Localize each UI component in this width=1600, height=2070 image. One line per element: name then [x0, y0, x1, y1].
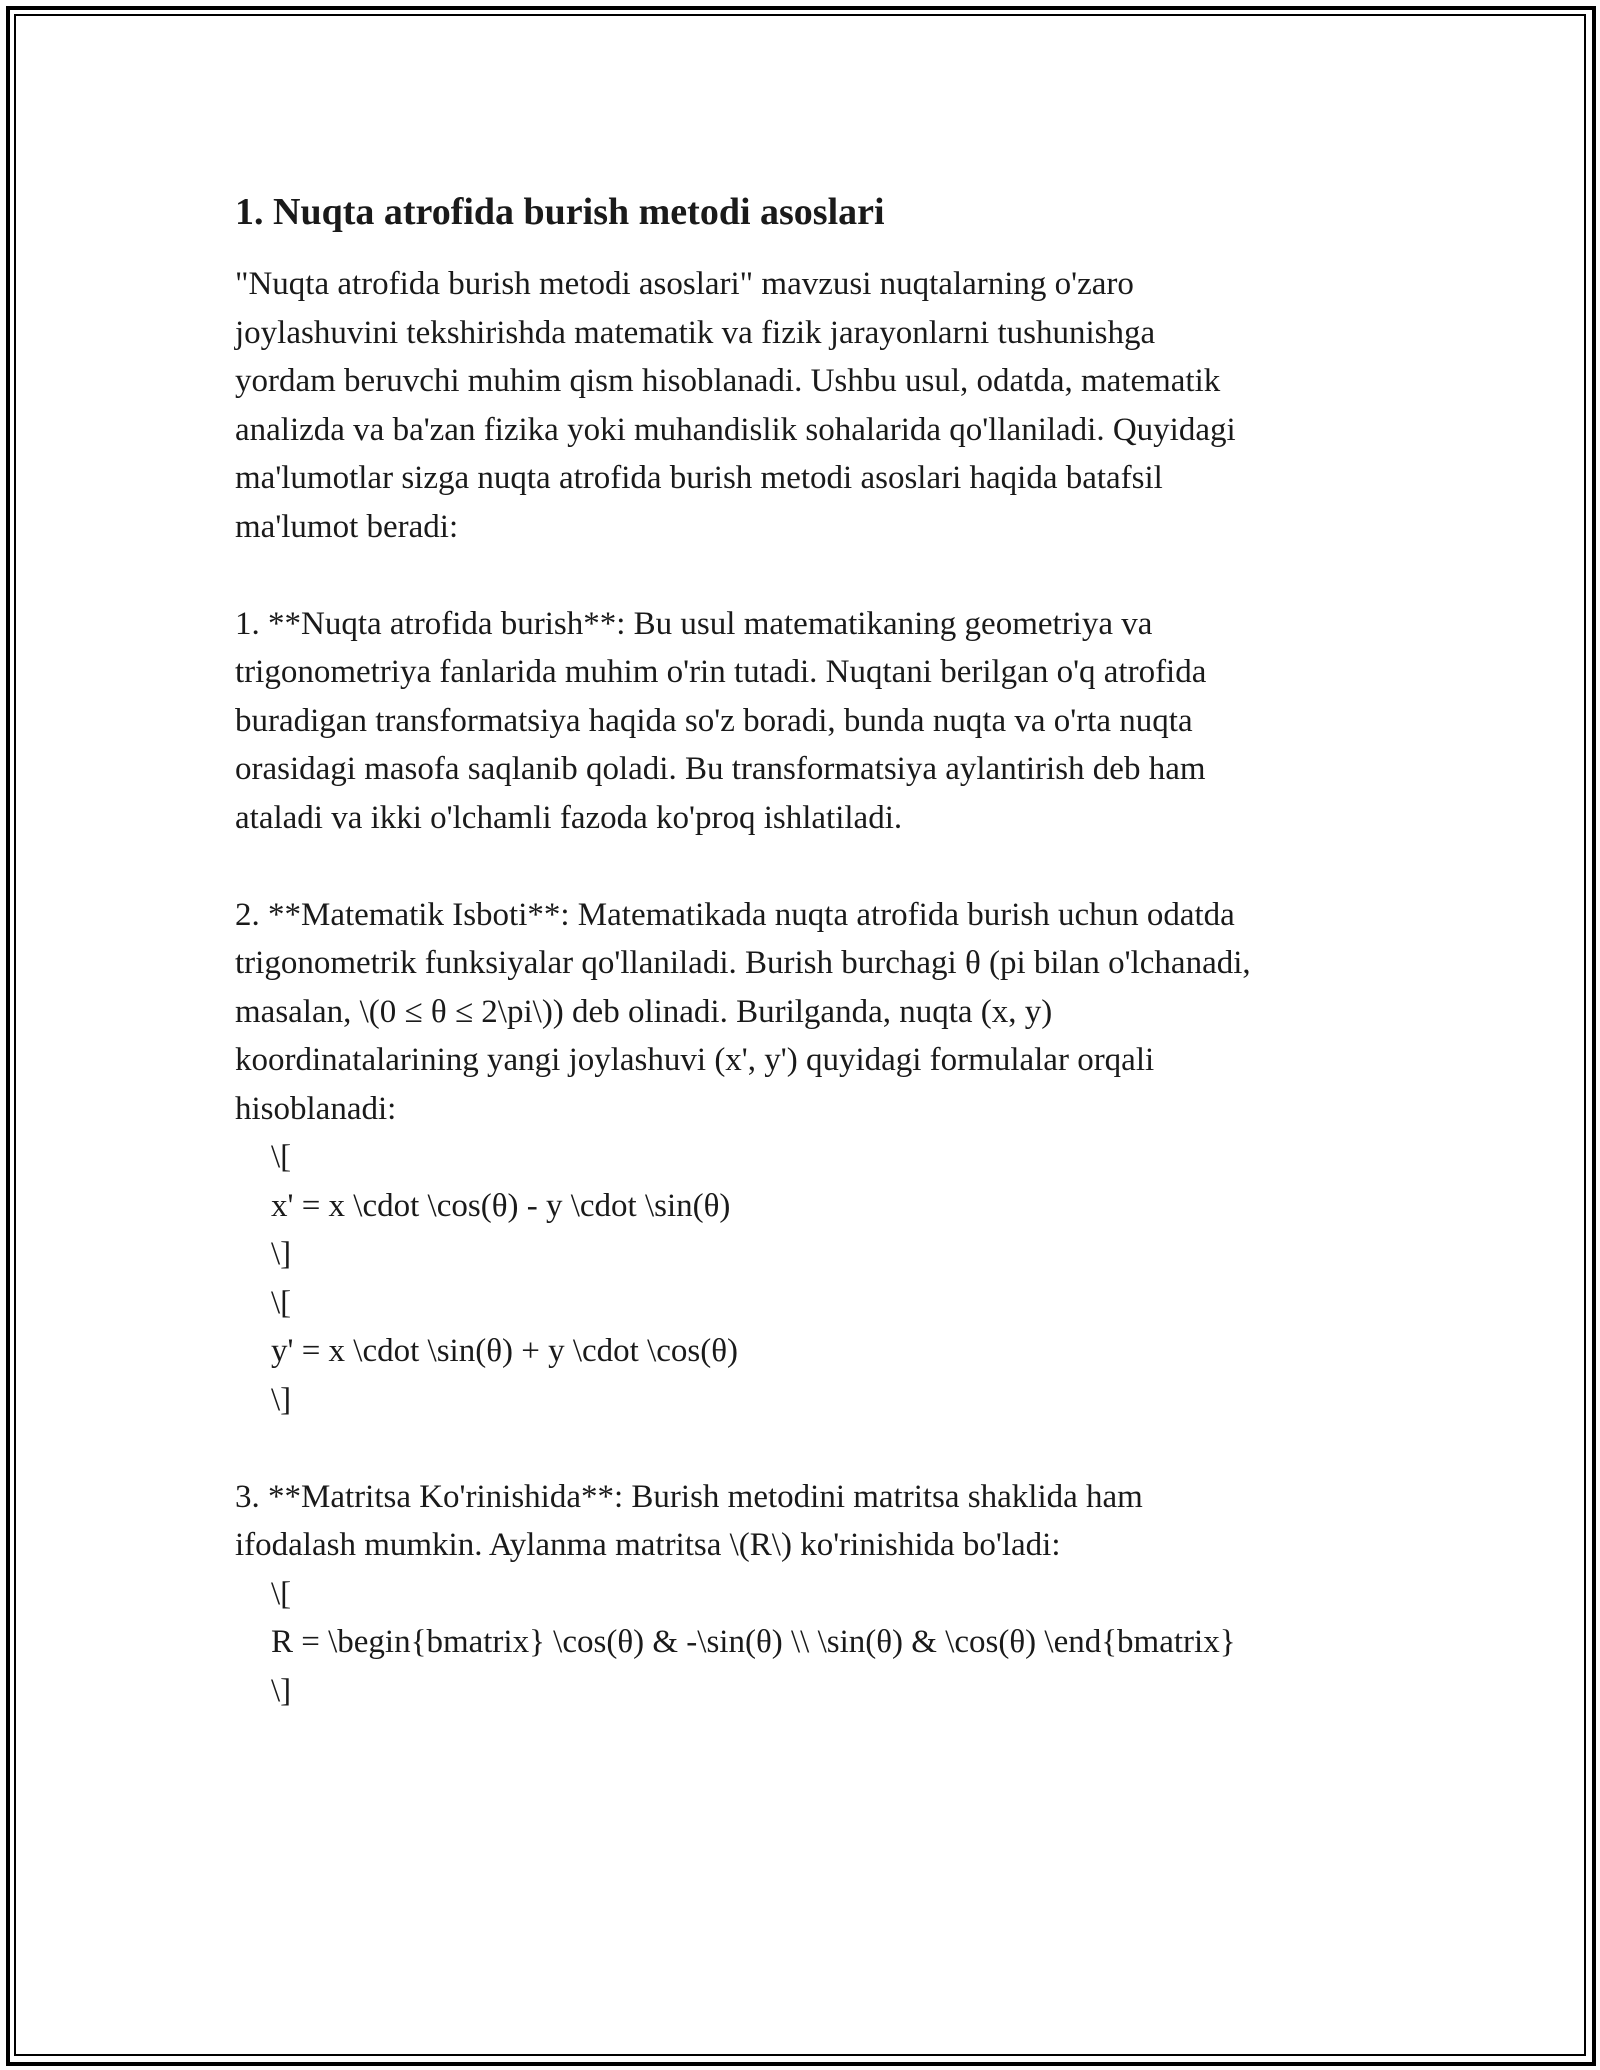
formula-x-prime — [271, 1133, 1385, 1279]
formula-rotation-matrix — [271, 1570, 1385, 1716]
section-title: 1. Nuqta atrofida burish metodi asoslari — [235, 191, 885, 233]
list-item-mathematical-proof: 2. **Matematik Isboti**: Matematikada nuqta atrofida burish uchun odatda trigonometrik funksiyalar qo'llaniladi. Burish burchagi θ (pi bilan o'lchanadi, masalan, \(0 ≤ θ ≤ 2\pi\)) deb olinadi. Burilganda, nuqta (x, y) koordinatalarining yangi joylashuvi (x', y') quyidagi formulalar orqali hisoblanadi: — [235, 896, 1251, 1127]
list-item-matrix-form: 3. **Matritsa Ko'rinishida**: Burish metodini matritsa shaklida ham ifodalash mumkin. Aylanma matritsa \(R\) ko'rinishida bo'ladi: — [235, 1478, 1143, 1563]
formula-open-delimiter: \[ — [271, 1139, 292, 1175]
formula-close-delimiter: \] — [271, 1236, 292, 1272]
formula-open-delimiter: \[ — [271, 1575, 292, 1612]
list-item-rotation-about-point: 1. **Nuqta atrofida burish**: Bu usul matematikaning geometriya va trigonometriya fanlarida muhim o'rin tutadi. Nuqtani berilgan o'q atrofida buradigan transformatsiya haqida so'z boradi, bunda nuqta va o'rta nuqta orasidagi masofa saqlanib qoladi. Bu transformatsiya aylantirish deb ham ataladi va ikki o'lchamli fazoda ko'proq ishlatiladi. — [235, 605, 1207, 836]
formula-y-prime-expression: y' = x \cdot \sin(θ) + y \cdot \cos(θ) — [271, 1333, 739, 1369]
formula-close-delimiter: \] — [271, 1381, 292, 1418]
formula-close-delimiter: \] — [271, 1672, 292, 1709]
formula-x-prime-expression: x' = x \cdot \cos(θ) - y \cdot \sin(θ) — [271, 1187, 731, 1224]
document-body — [235, 186, 1385, 1715]
formula-open-delimiter: \[ — [271, 1284, 292, 1321]
formula-rotation-matrix-expression: R = \begin{bmatrix} \cos(θ) & -\sin(θ) \\ \sin(θ) & \cos(θ) \end{bmatrix} — [271, 1624, 1236, 1660]
intro-paragraph: "Nuqta atrofida burish metodi asoslari" mavzusi nuqtalarning o'zaro joylashuvini tekshirishda matematik va fizik jarayonlarni tushunishga yordam beruvchi muhim qism hisoblanadi. Ushbu usul, odatda, matematik analizda va ba'zan fizika yoki muhandislik sohalarida qo'llaniladi. Quyidagi ma'lumotlar sizga nuqta atrofida burish metodi asoslari haqida batafsil ma'lumot beradi: — [235, 266, 1236, 545]
formula-y-prime — [271, 1279, 1385, 1425]
